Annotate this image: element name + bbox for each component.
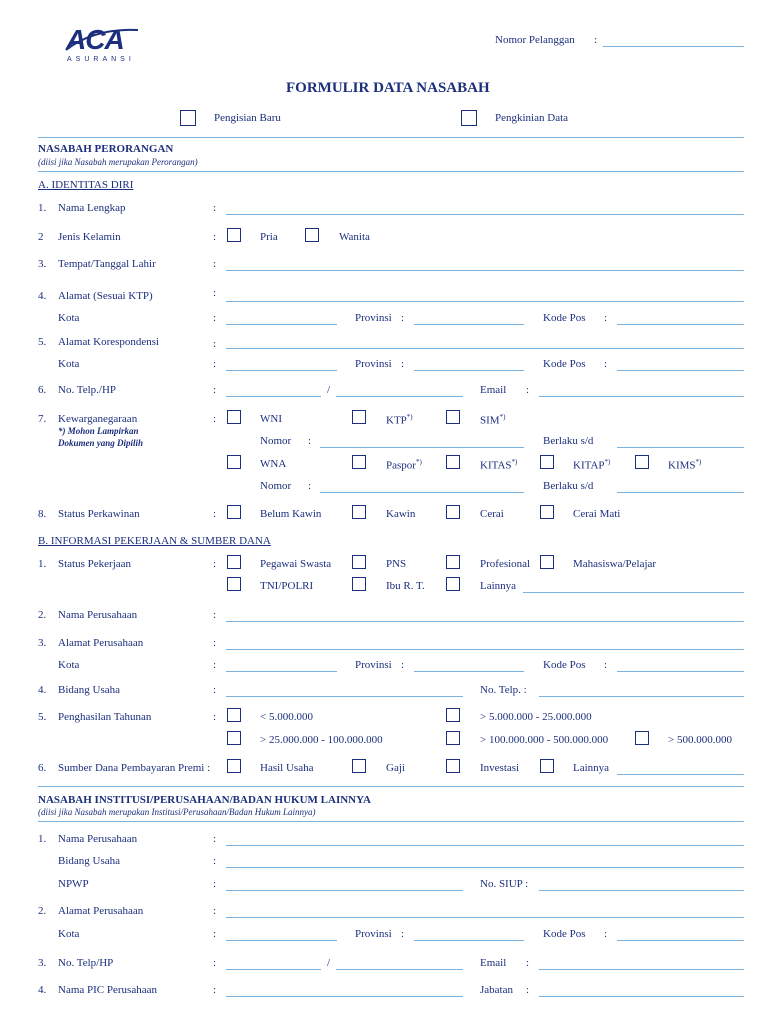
attach-note: *) Mohon Lampirkan bbox=[58, 426, 139, 436]
wna-checkbox[interactable] bbox=[227, 455, 241, 469]
other-job-field[interactable] bbox=[523, 592, 744, 593]
income-1-label: < 5.000.000 bbox=[260, 711, 313, 723]
premium-source-label: Sumber Dana Pembayaran Premi : bbox=[58, 762, 211, 774]
colon: : bbox=[213, 905, 217, 917]
colon: : bbox=[526, 984, 530, 996]
province-label: Provinsi bbox=[355, 659, 392, 671]
row-number: 3. bbox=[38, 258, 47, 270]
income-2-checkbox[interactable] bbox=[446, 708, 460, 722]
tel-no-field[interactable] bbox=[539, 696, 744, 697]
logo-subtitle: ASURANSI bbox=[67, 56, 135, 63]
colon: : bbox=[213, 659, 217, 671]
siup-label: No. SIUP : bbox=[480, 878, 529, 890]
slash: / bbox=[327, 384, 331, 396]
colon: : bbox=[604, 659, 608, 671]
row-number: 1. bbox=[38, 202, 47, 214]
student-checkbox[interactable] bbox=[540, 555, 554, 569]
wna-label: WNA bbox=[260, 458, 287, 470]
male-label: Pria bbox=[260, 231, 278, 243]
wni-checkbox[interactable] bbox=[227, 410, 241, 424]
marital-label: Status Perkawinan bbox=[58, 508, 140, 520]
row-number: 3. bbox=[38, 637, 47, 649]
postcode-label: Kode Pos bbox=[543, 659, 586, 671]
colon: : bbox=[604, 358, 608, 370]
postcode-field[interactable] bbox=[617, 324, 744, 325]
civil-servant-checkbox[interactable] bbox=[352, 555, 366, 569]
inst-phone-field[interactable] bbox=[226, 969, 321, 970]
attach-note: Dokumen yang Dipilih bbox=[58, 438, 144, 448]
income-3-checkbox[interactable] bbox=[227, 731, 241, 745]
npwp-label: NPWP bbox=[58, 878, 89, 890]
investment-checkbox[interactable] bbox=[446, 759, 460, 773]
civil-servant-label: PNS bbox=[386, 558, 407, 570]
row-number: 4. bbox=[38, 984, 47, 996]
professional-checkbox[interactable] bbox=[446, 555, 460, 569]
business-income-label: Hasil Usaha bbox=[260, 762, 314, 774]
female-label: Wanita bbox=[339, 231, 370, 243]
row-number: 2. bbox=[38, 905, 47, 917]
single-checkbox[interactable] bbox=[227, 505, 241, 519]
colon: : bbox=[213, 287, 217, 299]
row-number: 4. bbox=[38, 684, 47, 696]
wni-valid-until-field[interactable] bbox=[617, 447, 744, 448]
city-field[interactable] bbox=[226, 940, 337, 941]
section-a-heading: A. IDENTITAS DIRI bbox=[38, 179, 134, 191]
birth-label: Tempat/Tanggal Lahir bbox=[58, 258, 156, 270]
update-data-label: Pengkinian Data bbox=[495, 112, 569, 124]
tel-no-label: No. Telp. : bbox=[480, 684, 527, 696]
new-entry-label: Pengisian Baru bbox=[214, 112, 281, 124]
colon: : bbox=[213, 984, 217, 996]
colon: : bbox=[213, 384, 217, 396]
colon: : bbox=[526, 957, 530, 969]
personal-note: (diisi jika Nasabah merupakan Perorangan) bbox=[38, 157, 198, 167]
npwp-field[interactable] bbox=[226, 890, 463, 891]
kitap-label: KITAP*) bbox=[573, 458, 611, 472]
professional-label: Profesional bbox=[480, 558, 531, 570]
inst-company-address-field[interactable] bbox=[226, 917, 744, 918]
personal-heading: NASABAH PERORANGAN bbox=[38, 143, 174, 155]
colon: : bbox=[213, 413, 217, 425]
row-number: 1. bbox=[38, 833, 47, 845]
income-3-label: > 25.000.000 - 100.000.000 bbox=[260, 734, 383, 746]
customer-number-label: Nomor Pelanggan bbox=[495, 34, 575, 46]
other-source-field[interactable] bbox=[617, 774, 744, 775]
income-2-label: > 5.000.000 - 25.000.000 bbox=[480, 711, 592, 723]
private-employee-label: Pegawai Swasta bbox=[260, 558, 332, 570]
position-label: Jabatan bbox=[480, 984, 513, 996]
inst-phone-label: No. Telp/HP bbox=[58, 957, 114, 969]
income-4-label: > 100.000.000 - 500.000.000 bbox=[480, 734, 609, 746]
divider bbox=[38, 171, 744, 172]
address-ktp-field[interactable] bbox=[226, 301, 744, 302]
province-label: Provinsi bbox=[355, 358, 392, 370]
colon: : bbox=[213, 957, 217, 969]
male-checkbox[interactable] bbox=[227, 228, 241, 242]
institution-note: (diisi jika Nasabah merupakan Institusi/Perusahaan/Badan Hukum Lainnya) bbox=[38, 807, 316, 817]
company-name-label: Nama Perusahaan bbox=[58, 609, 138, 621]
private-employee-checkbox[interactable] bbox=[227, 555, 241, 569]
wna-number-field[interactable] bbox=[320, 492, 524, 493]
row-number: 3. bbox=[38, 957, 47, 969]
colon: : bbox=[213, 338, 217, 350]
divider bbox=[38, 786, 744, 787]
other-job-label: Lainnya bbox=[480, 580, 517, 592]
colon: : bbox=[213, 508, 217, 520]
province-label: Provinsi bbox=[355, 928, 392, 940]
ktp-checkbox[interactable] bbox=[352, 410, 366, 424]
housewife-checkbox[interactable] bbox=[352, 577, 366, 591]
tni-polri-label: TNI/POLRI bbox=[260, 580, 314, 592]
income-4-checkbox[interactable] bbox=[446, 731, 460, 745]
row-number: 7. bbox=[38, 413, 47, 425]
kims-checkbox[interactable] bbox=[635, 455, 649, 469]
colon: : bbox=[308, 435, 312, 447]
salary-checkbox[interactable] bbox=[352, 759, 366, 773]
annual-income-label: Penghasilan Tahunan bbox=[58, 711, 152, 723]
salary-label: Gaji bbox=[386, 762, 405, 774]
company-name-field[interactable] bbox=[226, 621, 744, 622]
postcode-label: Kode Pos bbox=[543, 312, 586, 324]
postcode-field[interactable] bbox=[617, 940, 744, 941]
email-label: Email bbox=[480, 384, 507, 396]
colon: : bbox=[213, 684, 217, 696]
other-job-checkbox[interactable] bbox=[446, 577, 460, 591]
divorced-checkbox[interactable] bbox=[446, 505, 460, 519]
job-status-label: Status Pekerjaan bbox=[58, 558, 132, 570]
inst-company-address-label: Alamat Perusahaan bbox=[58, 905, 144, 917]
business-field-field[interactable] bbox=[226, 696, 463, 697]
city-label: Kota bbox=[58, 358, 80, 370]
business-field-label: Bidang Usaha bbox=[58, 684, 121, 696]
colon: : bbox=[213, 312, 217, 324]
wni-label: WNI bbox=[260, 413, 282, 425]
email-field[interactable] bbox=[539, 396, 744, 397]
income-1-checkbox[interactable] bbox=[227, 708, 241, 722]
customer-number-field[interactable] bbox=[603, 46, 744, 47]
colon: : bbox=[213, 609, 217, 621]
province-field[interactable] bbox=[414, 940, 524, 941]
income-5-checkbox[interactable] bbox=[635, 731, 649, 745]
inst-business-field-label: Bidang Usaha bbox=[58, 855, 121, 867]
city-field[interactable] bbox=[226, 671, 337, 672]
inst-business-field-field[interactable] bbox=[226, 867, 744, 868]
nationality-label: Kewarganegaraan bbox=[58, 413, 138, 425]
row-number: 1. bbox=[38, 558, 47, 570]
colon: : bbox=[213, 258, 217, 270]
colon: : bbox=[604, 928, 608, 940]
widowed-checkbox[interactable] bbox=[540, 505, 554, 519]
colon: : bbox=[213, 358, 217, 370]
colon: : bbox=[213, 711, 217, 723]
phone-label: No. Telp./HP bbox=[58, 384, 117, 396]
colon: : bbox=[213, 878, 217, 890]
row-number: 6. bbox=[38, 762, 47, 774]
full-name-field[interactable] bbox=[226, 214, 744, 215]
married-label: Kawin bbox=[386, 508, 416, 520]
colon: : bbox=[401, 659, 405, 671]
other-source-checkbox[interactable] bbox=[540, 759, 554, 773]
row-number: 8. bbox=[38, 508, 47, 520]
siup-field[interactable] bbox=[539, 890, 744, 891]
inst-company-name-field[interactable] bbox=[226, 845, 744, 846]
company-address-label: Alamat Perusahaan bbox=[58, 637, 144, 649]
inst-email-field[interactable] bbox=[539, 969, 744, 970]
colon: : bbox=[213, 202, 217, 214]
address-ktp-label: Alamat (Sesuai KTP) bbox=[58, 290, 153, 302]
section-b-heading: B. INFORMASI PEKERJAAN & SUMBER DANA bbox=[38, 535, 271, 547]
valid-until-label: Berlaku s/d bbox=[543, 435, 594, 447]
wni-number-field[interactable] bbox=[320, 447, 524, 448]
gender-label: Jenis Kelamin bbox=[58, 231, 121, 243]
colon: : bbox=[401, 928, 405, 940]
sim-label: SIM*) bbox=[480, 413, 506, 427]
colon: : bbox=[526, 384, 530, 396]
update-data-checkbox[interactable] bbox=[461, 110, 477, 126]
full-name-label: Nama Lengkap bbox=[58, 202, 126, 214]
row-number: 2. bbox=[38, 609, 47, 621]
inst-mobile-field[interactable] bbox=[336, 969, 463, 970]
married-checkbox[interactable] bbox=[352, 505, 366, 519]
colon: : bbox=[308, 480, 312, 492]
single-label: Belum Kawin bbox=[260, 508, 322, 520]
divider bbox=[38, 821, 744, 822]
province-label: Provinsi bbox=[355, 312, 392, 324]
postcode-label: Kode Pos bbox=[543, 358, 586, 370]
income-5-label: > 500.000.000 bbox=[668, 734, 732, 746]
colon: : bbox=[213, 558, 217, 570]
wna-valid-until-field[interactable] bbox=[617, 492, 744, 493]
company-address-field[interactable] bbox=[226, 649, 744, 650]
female-checkbox[interactable] bbox=[305, 228, 319, 242]
inst-company-name-label: Nama Perusahaan bbox=[58, 833, 138, 845]
inst-email-label: Email bbox=[480, 957, 507, 969]
tni-polri-checkbox[interactable] bbox=[227, 577, 241, 591]
province-field[interactable] bbox=[414, 324, 524, 325]
passport-label: Paspor*) bbox=[386, 458, 422, 472]
kitas-label: KITAS*) bbox=[480, 458, 518, 472]
other-source-label: Lainnya bbox=[573, 762, 610, 774]
address-corr-field[interactable] bbox=[226, 348, 744, 349]
colon: : bbox=[401, 358, 405, 370]
postcode-label: Kode Pos bbox=[543, 928, 586, 940]
province-field[interactable] bbox=[414, 671, 524, 672]
logo-brand: ACA bbox=[66, 24, 124, 55]
address-corr-label: Alamat Korespondensi bbox=[58, 336, 160, 348]
widowed-label: Cerai Mati bbox=[573, 508, 621, 520]
colon: : bbox=[213, 637, 217, 649]
phone-field[interactable] bbox=[226, 396, 321, 397]
pic-name-field[interactable] bbox=[226, 996, 463, 997]
row-number: 5. bbox=[38, 711, 47, 723]
new-entry-checkbox[interactable] bbox=[180, 110, 196, 126]
city-field[interactable] bbox=[226, 370, 337, 371]
row-number: 2 bbox=[38, 231, 44, 243]
postcode-field[interactable] bbox=[617, 370, 744, 371]
postcode-field[interactable] bbox=[617, 671, 744, 672]
valid-until-label: Berlaku s/d bbox=[543, 480, 594, 492]
colon: : bbox=[213, 928, 217, 940]
divider bbox=[38, 137, 744, 138]
sim-checkbox[interactable] bbox=[446, 410, 460, 424]
colon: : bbox=[401, 312, 405, 324]
mobile-field[interactable] bbox=[336, 396, 463, 397]
kitas-checkbox[interactable] bbox=[446, 455, 460, 469]
city-label: Kota bbox=[58, 659, 80, 671]
page-title: FORMULIR DATA NASABAH bbox=[286, 80, 490, 96]
colon: : bbox=[594, 34, 598, 46]
birth-field[interactable] bbox=[226, 270, 744, 271]
kitap-checkbox[interactable] bbox=[540, 455, 554, 469]
student-label: Mahasiswa/Pelajar bbox=[573, 558, 657, 570]
city-label: Kota bbox=[58, 312, 80, 324]
colon: : bbox=[213, 833, 217, 845]
slash: / bbox=[327, 957, 331, 969]
row-number: 5. bbox=[38, 336, 47, 348]
investment-label: Investasi bbox=[480, 762, 520, 774]
number-label: Nomor bbox=[260, 435, 292, 447]
colon: : bbox=[213, 231, 217, 243]
province-field[interactable] bbox=[414, 370, 524, 371]
colon: : bbox=[213, 855, 217, 867]
position-field[interactable] bbox=[539, 996, 744, 997]
institution-heading: NASABAH INSTITUSI/PERUSAHAAN/BADAN HUKUM LAINNYA bbox=[38, 794, 372, 806]
row-number: 6. bbox=[38, 384, 47, 396]
city-label: Kota bbox=[58, 928, 80, 940]
city-field[interactable] bbox=[226, 324, 337, 325]
number-label: Nomor bbox=[260, 480, 292, 492]
pic-name-label: Nama PIC Perusahaan bbox=[58, 984, 157, 996]
business-income-checkbox[interactable] bbox=[227, 759, 241, 773]
colon: : bbox=[604, 312, 608, 324]
housewife-label: Ibu R. T. bbox=[386, 580, 425, 592]
divorced-label: Cerai bbox=[480, 508, 504, 520]
ktp-label: KTP*) bbox=[386, 413, 413, 427]
kims-label: KIMS*) bbox=[668, 458, 702, 472]
row-number: 4. bbox=[38, 290, 47, 302]
passport-checkbox[interactable] bbox=[352, 455, 366, 469]
